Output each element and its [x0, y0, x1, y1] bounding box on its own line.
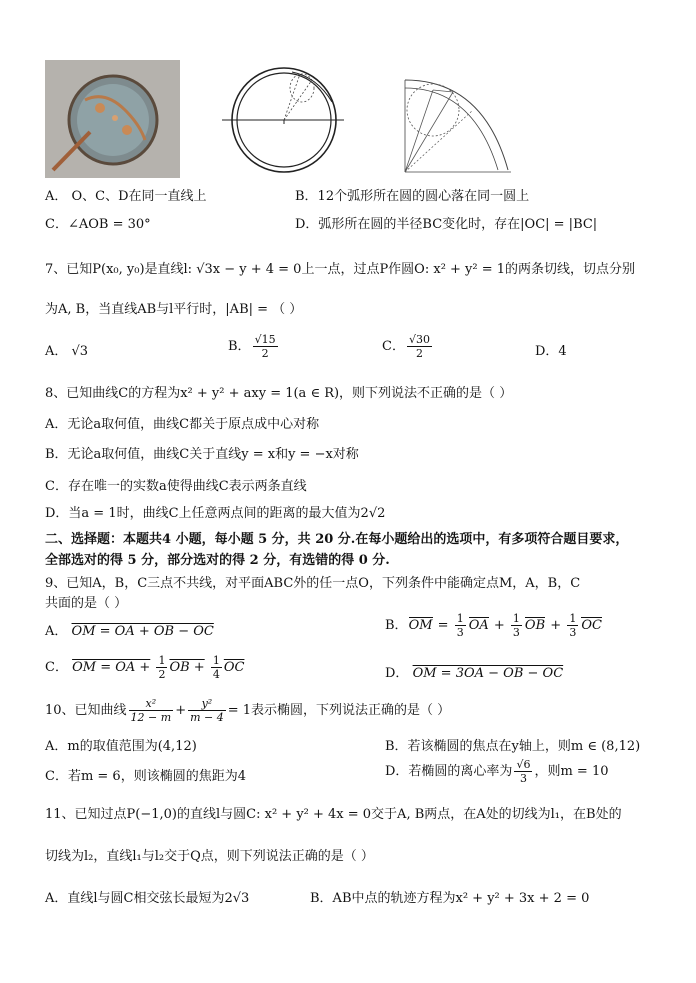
- q7-text-line2: 为A, B，当直线AB与l平行时，|AB| = （ ）: [45, 302, 303, 317]
- section2-header-line2: 全部选对的得 5 分，部分选对的得 2 分，有选错的得 0 分.: [45, 553, 390, 568]
- q9-option-d: D． OM = 3OA − OB − OC: [385, 666, 564, 681]
- q6-option-b: B．12个弧形所在圆的圆心落在同一圆上: [295, 189, 530, 204]
- q10-option-a: A．m的取值范围为(4,12): [45, 739, 197, 754]
- fan-illustration: [45, 60, 180, 178]
- q7-option-b: B． $\frac{√15}{2}$: [228, 333, 276, 360]
- arcs-diagram: [393, 70, 515, 178]
- q6-option-d: D．弧形所在圆的半径BC变化时，存在|OC| = |BC|: [295, 217, 598, 232]
- q10-text: 10、已知曲线 $\frac{\text{x²}}{12 - m}$ + $\frac{\text{y²}}{m - 4}$ = 1表示椭圆，下列说法正确的是（ ）: [45, 697, 451, 724]
- q8-text: 8、已知曲线C的方程为x² + y² + axy = 1(a ∈ R)，则下列说法不正确的是（ ）: [45, 386, 513, 401]
- q11-option-a: A．直线l与圆C相交弦长最短为2√3: [45, 891, 250, 906]
- q7-text-line1: 7、已知P(x₀, y₀)是直线l: √3x − y + 4 = 0上一点，过点P作圆O: x² + y² = 1的两条切线，切点分别: [45, 262, 636, 277]
- q9-text-line1: 9、已知A，B，C三点不共线，对平面ABC外的任一点O，下列条件中能确定点M，A，B，C: [45, 576, 581, 591]
- q7-option-a: A． √3: [45, 344, 89, 359]
- diagram-arcs: [393, 70, 515, 182]
- photo-fan: [45, 60, 180, 178]
- section2-header-line1: 二、选择题：本题共4 小题，每小题 5 分，共 20 分.在每小题给出的选项中，有多项符合题目要求，: [45, 532, 629, 547]
- q11-option-b: B．AB中点的轨迹方程为x² + y² + 3x + 2 = 0: [310, 891, 590, 906]
- q10-option-b: B．若该椭圆的焦点在y轴上，则m ∈ (8,12): [385, 739, 641, 754]
- q7-option-b-fraction: $\frac{√15}{2}$: [254, 333, 276, 360]
- circle-diagram: [222, 62, 344, 174]
- q8-option-d: D．当a = 1时，曲线C上任意两点间的距离的最大值为2√2: [45, 506, 386, 521]
- q8-option-b: B．无论a取何值，曲线C关于直线y = x和y = −x对称: [45, 447, 359, 462]
- q6-option-a: A． O、C、D在同一直线上: [45, 189, 207, 204]
- q11-text-line2: 切线为l₂，直线l₁与l₂交于Q点，则下列说法正确的是（ ）: [45, 849, 374, 864]
- q10-option-c: C．若m = 6，则该椭圆的焦距为4: [45, 769, 246, 784]
- q9-text-line2: 共面的是（ ）: [45, 596, 128, 611]
- q9-option-c: C． OM = OA + $\frac{1}{2}$ OB + $\frac{1}{4}$ $\overline{OC}$: [45, 654, 245, 681]
- q7-option-c-fraction: $\frac{√30}{2}$: [408, 333, 430, 360]
- diagram-circle: [222, 62, 344, 178]
- q7-option-c: C． $\frac{√30}{2}$: [382, 333, 430, 360]
- q9-option-b: B．OM = $\frac{1}{3}$ OA + $\frac{1}{3}$ OB + $\frac{1}{3}$ OC: [385, 612, 602, 639]
- q10-option-d: D．若椭圆的离心率为 $\frac{√6}{3}$ ，则m = 10: [385, 758, 609, 785]
- q8-option-a: A．无论a取何值，曲线C都关于原点成中心对称: [45, 417, 320, 432]
- q7-option-d: D．4: [535, 344, 567, 359]
- q6-option-c: C．∠AOB = 30°: [45, 217, 151, 232]
- q9-option-a: A． OM = OA + OB − OC: [45, 624, 214, 639]
- q11-text-line1: 11、已知过点P(−1,0)的直线l与圆C: x² + y² + 4x = 0交于A, B两点，在A处的切线为l₁，在B处的: [45, 807, 622, 822]
- q8-option-c: C．存在唯一的实数a使得曲线C表示两条直线: [45, 479, 307, 494]
